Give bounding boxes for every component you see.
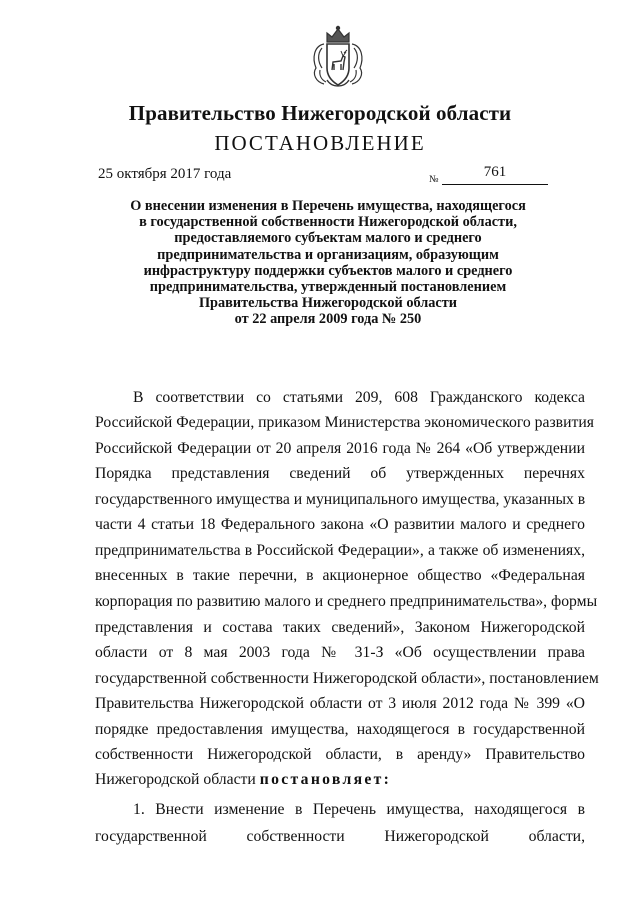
number-underline <box>442 184 548 185</box>
subject-line: Правительства Нижегородской области <box>198 295 458 312</box>
subject-line: в государственной собственности Нижегородской области, <box>139 214 517 231</box>
body-line: В соответствии со статьями 209, 608 Гражданского кодекса <box>133 389 585 406</box>
subject-line: от 22 апреля 2009 года № 250 <box>234 311 422 328</box>
body-line: корпорация по развитию малого и среднего предпринимательства», формы <box>95 593 598 610</box>
subject-line: О внесении изменения в Перечень имущества, находящегося <box>130 198 526 214</box>
document-type: ПОСТАНОВЛЕНИЕ <box>214 131 426 155</box>
body-line: собственности Нижегородской области, в аренду» Правительство <box>95 746 585 763</box>
number-sign: № <box>429 174 439 185</box>
body-line: Российской Федерации, приказом Министерства экономического развития <box>95 414 594 431</box>
body-line: порядке предоставления имущества, находящегося в государственной <box>95 721 585 738</box>
coat-of-arms-icon <box>310 24 366 92</box>
document-date: 25 октября 2017 года <box>98 166 232 182</box>
subject-line: предпринимательства и организациям, образующим <box>157 246 499 263</box>
item-line: государственной собственности Нижегородской области, <box>95 828 585 845</box>
item-line: 1. Внести изменение в Перечень имущества, находящегося в <box>133 801 585 818</box>
body-line: Правительства Нижегородской области от 3 июля 2012 года № 399 «О <box>95 695 585 712</box>
subject-line: предоставляемого субъектам малого и среднего <box>174 230 482 247</box>
body-final-text: Нижегородской области <box>95 771 256 788</box>
resolves-spaced-word: постановляет: <box>259 771 392 788</box>
document-subject <box>100 198 556 328</box>
body-line: Российской Федерации от 20 апреля 2016 года № 264 «Об утверждении <box>95 440 585 457</box>
body-line: внесенных в такие перечни, в акционерное общество «Федеральная <box>95 567 585 584</box>
subject-line: инфраструктуру поддержки субъектов малого и среднего <box>143 262 513 279</box>
body-line: Порядка представления сведений об утвержденных перечнях <box>95 465 585 482</box>
body-line: области от 8 мая 2003 года № 31-З «Об осуществлении права <box>95 644 585 661</box>
body-line: государственного имущества и муниципального имущества, указанных в <box>95 491 586 508</box>
body-line: государственной собственности Нижегородской области», постановлением <box>95 670 599 687</box>
body-line: представления и состава таких сведений», Законом Нижегородской <box>95 619 585 636</box>
body-line: предпринимательства в Российской Федерации», а также об изменениях, <box>95 542 585 559</box>
body-final-line <box>95 768 585 792</box>
document-number: 761 <box>483 164 507 180</box>
body-line: части 4 статьи 18 Федерального закона «О развитии малого и среднего <box>95 516 585 533</box>
government-title: Правительство Нижегородской области <box>128 101 512 125</box>
subject-line: предпринимательства, утвержденный постановлением <box>149 279 507 296</box>
